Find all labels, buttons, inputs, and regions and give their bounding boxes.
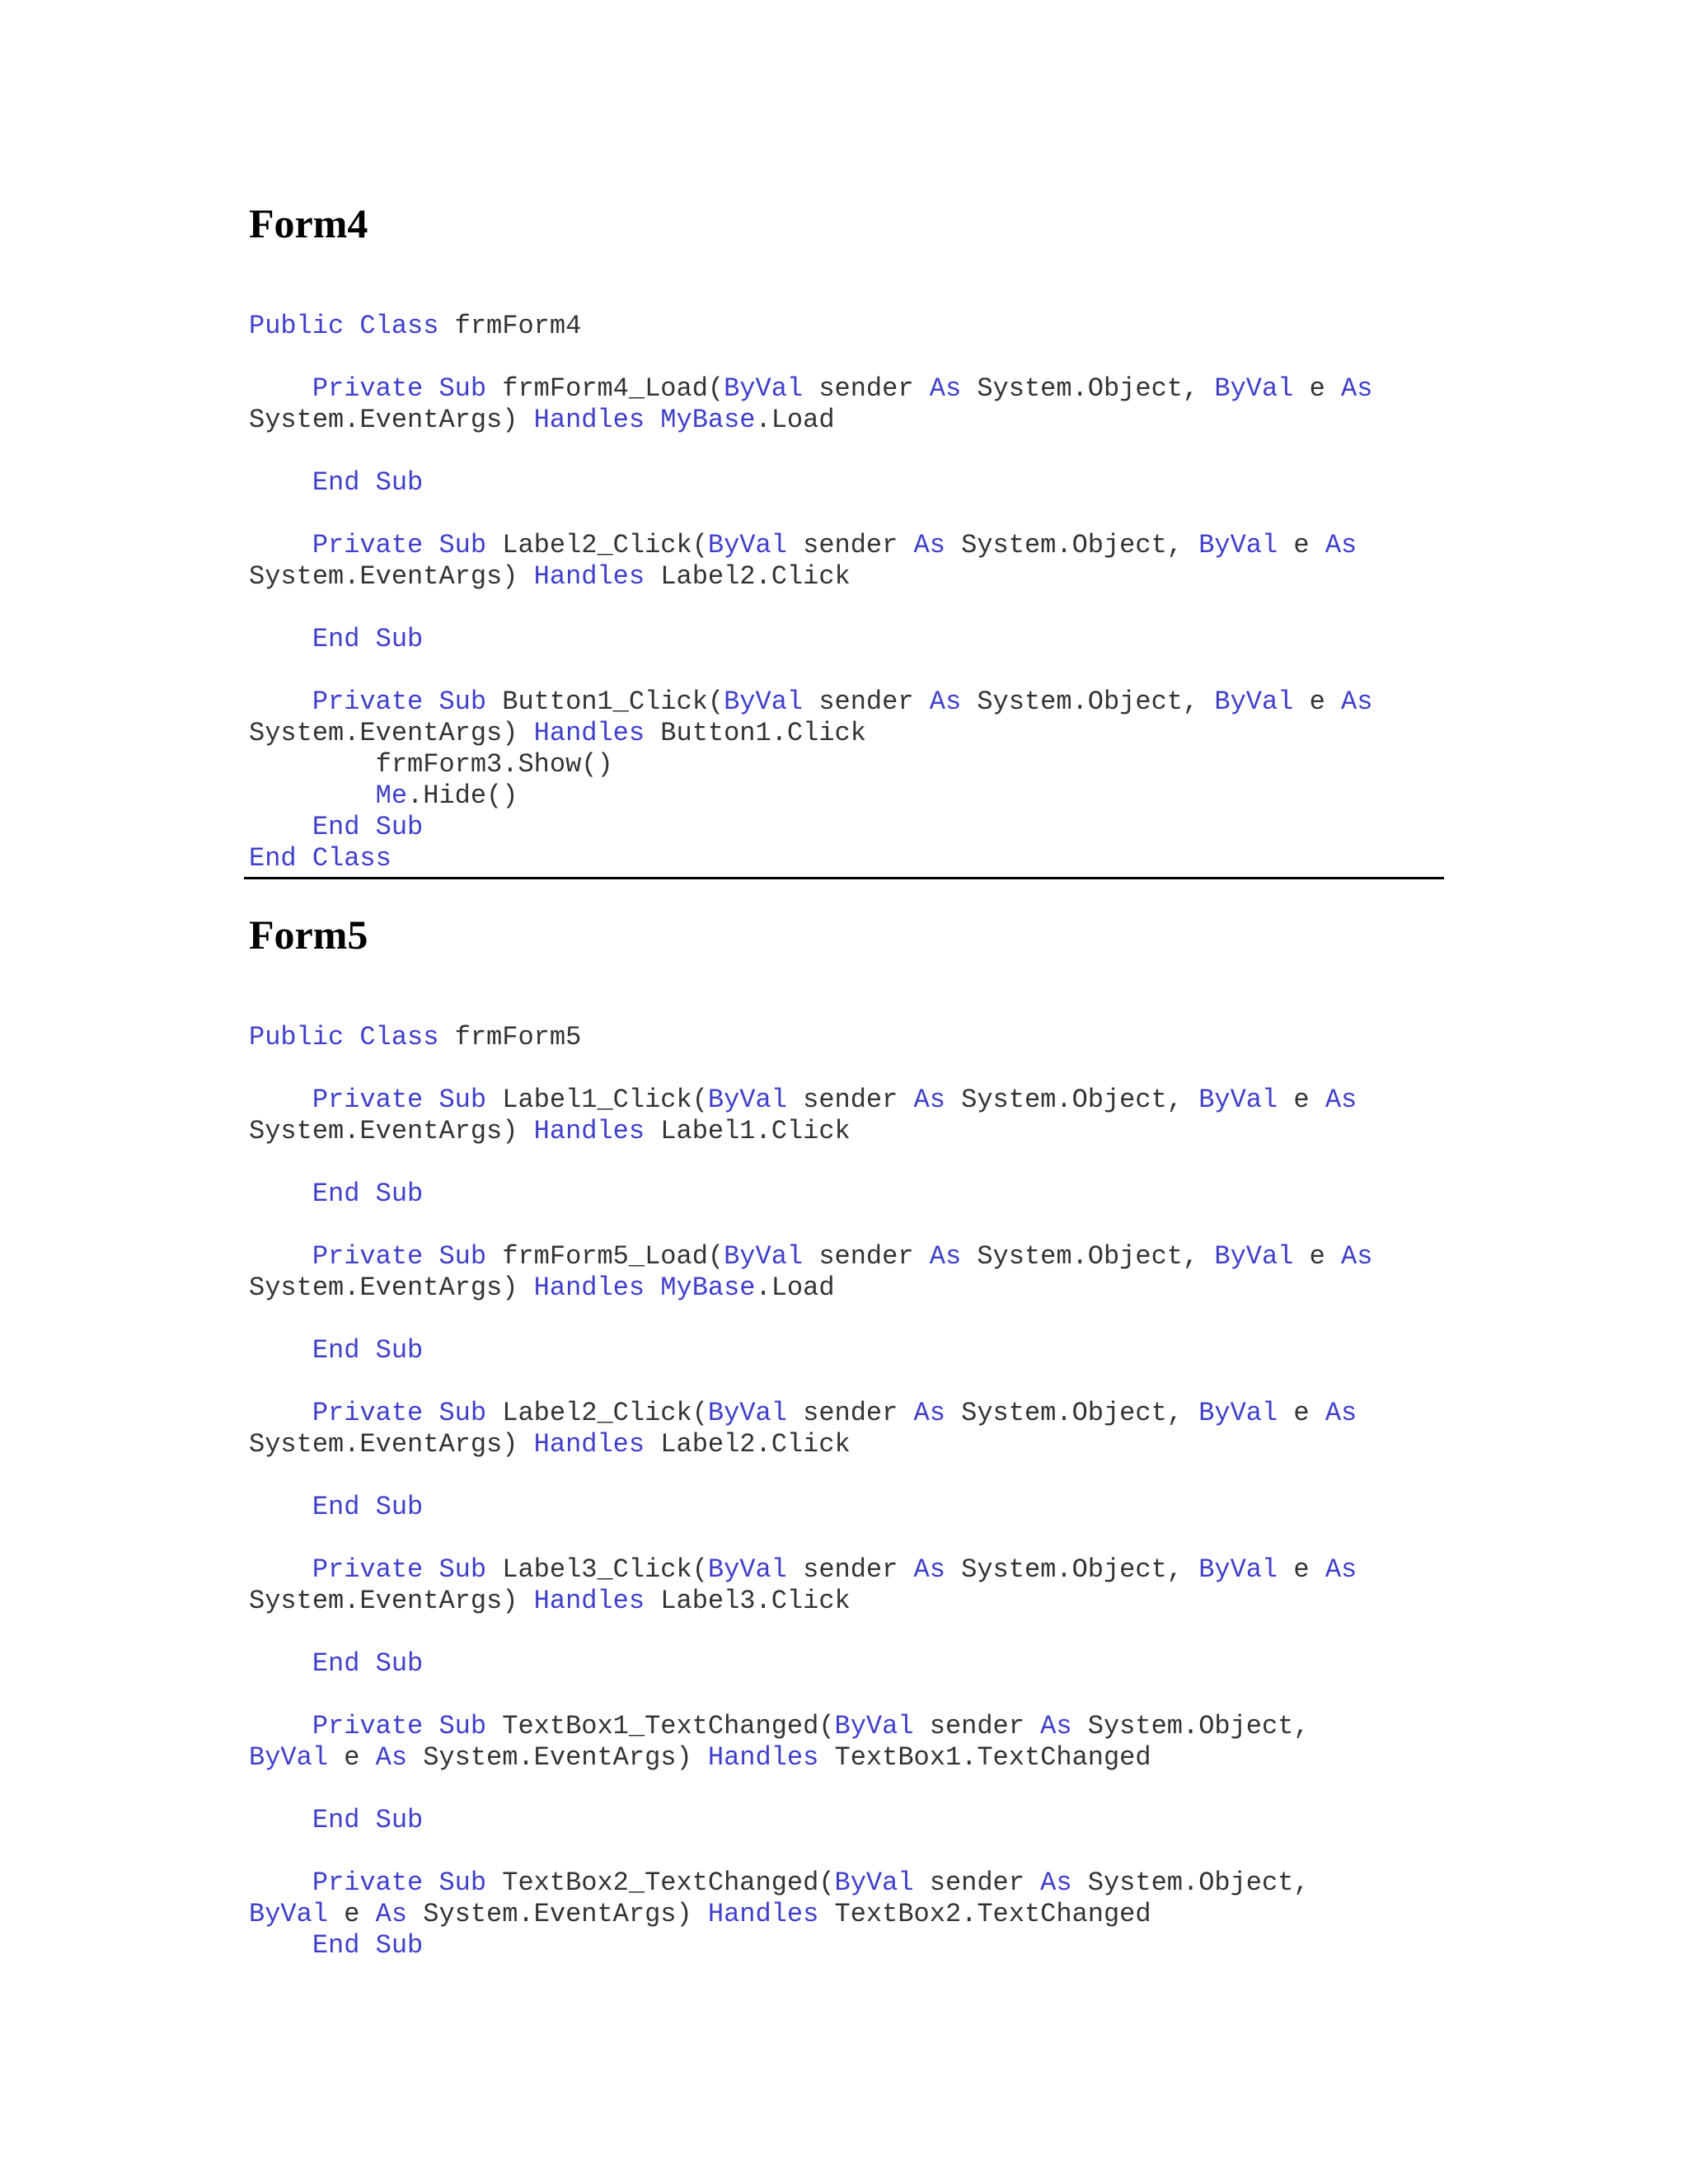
code-line [249,1147,1372,1179]
code-line [249,1179,1372,1210]
code-keyword: ByVal [834,1711,914,1741]
code-keyword: MyBase [660,405,756,435]
code-line [249,1304,1372,1335]
code-block-form5 [249,1022,1372,1961]
code-text: frmForm4 [438,311,582,341]
code-keyword: As [1325,530,1357,560]
code-line [249,467,1372,499]
code-text [359,624,375,654]
code-text [249,1085,312,1115]
code-text: System.EventArgs) [249,561,534,592]
code-keyword: Sub [375,1648,424,1679]
code-line [249,593,1372,624]
code-text: TextBox1.TextChanged [818,1742,1151,1773]
code-keyword: End [312,1930,360,1961]
code-line [249,1586,1372,1617]
code-keyword: As [929,687,962,717]
code-keyword: Sub [438,530,487,560]
code-text [249,812,312,842]
code-text: System.Object, [945,1398,1199,1428]
code-line [249,311,1372,342]
code-text [423,1711,438,1741]
code-line [249,1085,1372,1116]
code-keyword: ByVal [1198,1554,1278,1585]
code-text: e [1293,687,1342,717]
code-text [344,311,359,341]
code-keyword: Class [312,843,392,874]
code-keyword: Class [359,311,439,341]
code-text [359,1335,375,1366]
code-keyword: As [929,373,962,404]
code-keyword: Sub [375,1930,424,1961]
code-text: System.EventArgs) [249,405,534,435]
section-heading-form5: Form5 [249,912,368,958]
code-text: sender [803,1241,930,1272]
code-text: Button1.Click [645,718,866,748]
code-text: System.EventArgs) [407,1899,708,1929]
code-text [423,1868,438,1898]
code-text [249,1930,312,1961]
code-text [249,1241,312,1272]
code-keyword: As [1341,687,1373,717]
code-text: e [1278,530,1325,560]
code-keyword: End [312,1492,360,1522]
code-keyword: Handles [533,1586,645,1616]
code-keyword: End [312,467,360,498]
code-text: e [1293,1241,1342,1272]
code-line [249,1210,1372,1241]
code-text [645,1272,660,1303]
code-line [249,436,1372,467]
code-keyword: ByVal [1214,1241,1294,1272]
code-keyword: Private [312,1398,424,1428]
code-text [249,687,312,717]
code-keyword: ByVal [724,373,804,404]
code-line [249,1617,1372,1648]
code-text: sender [786,1554,914,1585]
code-text: .Load [755,405,835,435]
code-keyword: Sub [438,373,487,404]
code-line [249,780,1372,812]
code-keyword: End [312,1179,360,1209]
code-text: System.EventArgs) [249,1116,534,1146]
code-text: System.EventArgs) [249,1586,534,1616]
code-text: .Load [755,1272,835,1303]
code-keyword: Private [312,1868,424,1898]
code-text: sender [913,1868,1041,1898]
code-keyword: As [1325,1554,1357,1585]
code-line [249,1930,1372,1961]
code-keyword: Sub [438,1398,487,1428]
code-text [359,812,375,842]
code-keyword: End [312,1648,360,1679]
code-keyword: Private [312,530,424,560]
code-keyword: Handles [533,561,645,592]
code-line [249,1805,1372,1836]
code-text: sender [803,373,930,404]
code-keyword: Sub [438,1241,487,1272]
code-keyword: Class [359,1022,439,1052]
code-keyword: ByVal [1214,373,1294,404]
code-line [249,1523,1372,1554]
code-line [249,1429,1372,1460]
code-text: Label2.Click [645,561,851,592]
code-text [249,1805,312,1835]
code-text [423,687,438,717]
code-text [359,467,375,498]
code-keyword: ByVal [707,1554,787,1585]
code-text [359,1179,375,1209]
code-keyword: Sub [438,687,487,717]
code-text: Label3.Click [645,1586,851,1616]
code-line [249,718,1372,749]
code-text: System.Object, [961,1241,1215,1272]
code-line [249,624,1372,655]
code-text: Label2_Click( [486,1398,708,1428]
code-text: frmForm5_Load( [486,1241,724,1272]
code-keyword: ByVal [1198,1085,1278,1115]
code-keyword: Handles [533,1272,645,1303]
code-keyword: Handles [533,718,645,748]
code-line [249,1868,1372,1899]
code-keyword: Sub [438,1554,487,1585]
code-line [249,1554,1372,1586]
code-line [249,561,1372,593]
code-keyword: Sub [375,1179,424,1209]
code-text: System.Object, [945,1085,1199,1115]
code-keyword: ByVal [834,1868,914,1898]
code-text [249,1554,312,1585]
code-text [423,373,438,404]
code-keyword: As [1341,373,1373,404]
code-keyword: Sub [438,1085,487,1115]
code-line [249,1335,1372,1366]
code-line [249,1272,1372,1304]
code-keyword: MyBase [660,1272,756,1303]
code-keyword: End [312,1335,360,1366]
code-text: .Hide() [407,780,518,811]
code-text: e [1293,373,1342,404]
code-text [423,1241,438,1272]
code-keyword: ByVal [724,1241,804,1272]
code-text [249,1179,312,1209]
code-text: frmForm4_Load( [486,373,724,404]
code-text [297,843,312,874]
code-keyword: As [913,1085,945,1115]
code-keyword: Public [249,311,345,341]
code-line [249,1460,1372,1492]
code-text: TextBox2_TextChanged( [486,1868,835,1898]
code-text [344,1022,359,1052]
code-keyword: As [929,1241,962,1272]
code-keyword: Handles [533,1429,645,1460]
code-keyword: Sub [375,1335,424,1366]
code-keyword: End [249,843,297,874]
code-text [423,1085,438,1115]
code-keyword: As [1325,1398,1357,1428]
code-keyword: Sub [375,812,424,842]
code-keyword: ByVal [707,1398,787,1428]
code-text [359,1492,375,1522]
code-keyword: Sub [375,1492,424,1522]
code-line [249,1711,1372,1742]
code-text [423,1554,438,1585]
code-keyword: Handles [533,405,645,435]
code-keyword: Private [312,1241,424,1272]
code-text [249,1648,312,1679]
code-keyword: Private [312,1085,424,1115]
code-text: Label3_Click( [486,1554,708,1585]
code-text [359,1930,375,1961]
code-line [249,812,1372,843]
code-line [249,1398,1372,1429]
code-text: Label2_Click( [486,530,708,560]
code-text: System.EventArgs) [249,1429,534,1460]
code-text: e [1278,1554,1325,1585]
code-line [249,1774,1372,1805]
code-keyword: Private [312,1554,424,1585]
code-text: System.Object, [1071,1868,1310,1898]
code-line [249,1053,1372,1085]
code-line [249,373,1372,405]
code-text [249,1492,312,1522]
code-text: System.Object, [945,530,1199,560]
code-line [249,499,1372,530]
code-keyword: As [1341,1241,1373,1272]
code-text: System.Object, [945,1554,1199,1585]
code-keyword: ByVal [249,1742,329,1773]
code-line [249,405,1372,436]
code-keyword: Private [312,1711,424,1741]
code-keyword: As [913,1554,945,1585]
code-text [249,1868,312,1898]
code-keyword: Sub [438,1868,487,1898]
code-line [249,1648,1372,1680]
code-keyword: As [913,530,945,560]
code-text: System.Object, [961,373,1215,404]
code-line [249,1836,1372,1868]
code-text: System.Object, [961,687,1215,717]
code-keyword: Sub [375,624,424,654]
code-text: sender [913,1711,1041,1741]
code-keyword: Private [312,687,424,717]
code-text: sender [786,1085,914,1115]
code-keyword: End [312,624,360,654]
code-text: frmForm5 [438,1022,582,1052]
code-text: Button1_Click( [486,687,724,717]
code-text: e [328,1742,376,1773]
code-keyword: As [375,1899,408,1929]
code-line [249,843,1372,874]
code-text [423,530,438,560]
code-text: System.EventArgs) [249,1272,534,1303]
code-keyword: Me [375,780,408,811]
code-keyword: Handles [533,1116,645,1146]
code-text [249,624,312,654]
code-line [249,1241,1372,1272]
code-line [249,1742,1372,1774]
code-keyword: Sub [438,1711,487,1741]
code-keyword: Private [312,373,424,404]
code-keyword: ByVal [707,1085,787,1115]
code-keyword: ByVal [1198,1398,1278,1428]
code-keyword: As [913,1398,945,1428]
code-line [249,1366,1372,1398]
code-keyword: As [1040,1711,1072,1741]
code-text: sender [786,1398,914,1428]
code-text: sender [786,530,914,560]
code-line [249,749,1372,780]
code-text: e [1278,1398,1325,1428]
code-keyword: ByVal [707,530,787,560]
code-keyword: ByVal [1198,530,1278,560]
code-line [249,1492,1372,1523]
code-keyword: As [1040,1868,1072,1898]
code-block-form4 [249,311,1372,874]
code-keyword: Sub [375,467,424,498]
code-keyword: As [1325,1085,1357,1115]
code-keyword: ByVal [724,687,804,717]
code-text [249,373,312,404]
code-text: System.EventArgs) [249,718,534,748]
code-line [249,1899,1372,1930]
code-text: System.EventArgs) [407,1742,708,1773]
code-keyword: ByVal [1214,687,1294,717]
code-text [249,780,376,811]
code-line [249,342,1372,373]
code-line [249,687,1372,718]
code-text [249,467,312,498]
code-text: Label2.Click [645,1429,851,1460]
code-line [249,1022,1372,1053]
code-keyword: Handles [707,1742,819,1773]
code-text: Label1.Click [645,1116,851,1146]
code-text [423,1398,438,1428]
code-keyword: End [312,1805,360,1835]
section-heading-form4: Form4 [249,200,368,246]
code-text [249,530,312,560]
code-line [249,1116,1372,1147]
code-text: frmForm3.Show() [249,749,613,780]
code-keyword: Handles [707,1899,819,1929]
code-keyword: As [375,1742,408,1773]
code-text: sender [803,687,930,717]
code-keyword: ByVal [249,1899,329,1929]
code-keyword: End [312,812,360,842]
code-text: e [328,1899,376,1929]
code-text: Label1_Click( [486,1085,708,1115]
code-text [249,1335,312,1366]
code-line [249,1680,1372,1711]
code-text: System.Object, [1071,1711,1310,1741]
code-text [249,1711,312,1741]
section-divider [244,877,1444,879]
code-text: TextBox2.TextChanged [818,1899,1151,1929]
code-line [249,530,1372,561]
code-text: TextBox1_TextChanged( [486,1711,835,1741]
code-line [249,655,1372,687]
code-text: e [1278,1085,1325,1115]
code-text [359,1805,375,1835]
code-keyword: Public [249,1022,345,1052]
code-text [359,1648,375,1679]
code-text [249,1398,312,1428]
code-keyword: Sub [375,1805,424,1835]
code-text [645,405,660,435]
